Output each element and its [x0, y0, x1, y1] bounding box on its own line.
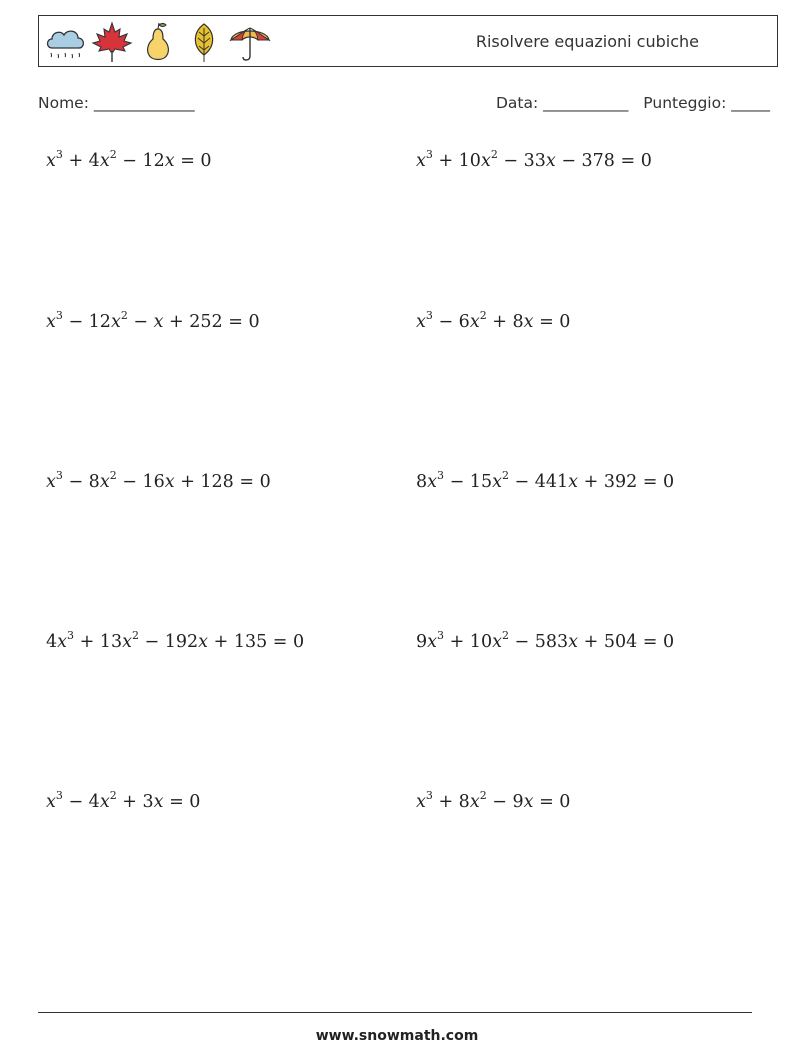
term-text: + 4	[62, 150, 100, 171]
exponent: 2	[490, 148, 498, 161]
problem-4	[416, 310, 570, 332]
variable: x	[469, 791, 480, 812]
term-text: − 33	[497, 150, 546, 171]
term-text: = 0	[174, 150, 212, 171]
term-text: − 441	[508, 471, 569, 492]
variable: x	[416, 311, 426, 332]
term-text: − 12	[116, 150, 165, 171]
term-text: + 8	[432, 791, 470, 812]
exponent: 2	[479, 309, 487, 322]
variable: x	[469, 311, 480, 332]
pear-icon	[135, 20, 181, 64]
exponent: 2	[120, 309, 128, 322]
exponent: 3	[425, 789, 433, 802]
variable: x	[416, 791, 426, 812]
problem-8	[416, 630, 674, 652]
variable: x	[523, 311, 534, 332]
term-text: + 10	[444, 631, 493, 652]
worksheet-title: Risolvere equazioni cubiche	[475, 32, 699, 51]
exponent: 2	[109, 148, 117, 161]
exponent: 3	[437, 469, 445, 482]
problem-1	[46, 149, 212, 171]
icon-strip	[43, 20, 273, 64]
problem-7	[46, 630, 304, 652]
variable: x	[46, 791, 56, 812]
name-field: Nome: _____________	[38, 94, 195, 112]
variable: x	[153, 791, 164, 812]
problem-5	[46, 470, 271, 492]
term-text: − 6	[432, 311, 470, 332]
exponent: 2	[109, 789, 117, 802]
variable: x	[99, 150, 110, 171]
problem-6	[416, 470, 674, 492]
variable: x	[46, 311, 56, 332]
term-text: − 378 = 0	[555, 150, 652, 171]
variable: x	[46, 150, 56, 171]
problem-9	[46, 790, 200, 812]
umbrella-icon	[227, 20, 273, 64]
exponent: 2	[501, 469, 509, 482]
variable: x	[523, 791, 534, 812]
variable: x	[110, 311, 121, 332]
rain-cloud-icon	[43, 20, 89, 64]
term-text: − 8	[62, 471, 100, 492]
variable: x	[164, 150, 175, 171]
problem-2	[416, 149, 652, 171]
score-field: Punteggio: _____	[643, 94, 770, 112]
variable: x	[480, 150, 491, 171]
term-text: 9	[416, 631, 428, 652]
term-text: + 8	[486, 311, 524, 332]
variable: x	[568, 471, 579, 492]
term-text: = 0	[533, 311, 571, 332]
term-text: + 10	[432, 150, 481, 171]
leaf-icon	[181, 20, 227, 64]
variable: x	[46, 471, 56, 492]
term-text: − 15	[444, 471, 493, 492]
variable: x	[427, 471, 438, 492]
exponent: 3	[55, 469, 63, 482]
variable: x	[492, 471, 502, 492]
term-text: −	[127, 311, 154, 332]
variable: x	[57, 631, 68, 652]
exponent: 3	[55, 309, 63, 322]
maple-leaf-icon	[89, 20, 135, 64]
exponent: 3	[67, 629, 75, 642]
variable: x	[545, 150, 556, 171]
problem-10	[416, 790, 570, 812]
exponent: 2	[479, 789, 487, 802]
variable: x	[427, 631, 438, 652]
term-text: = 0	[533, 791, 571, 812]
term-text: 8	[416, 471, 428, 492]
footer-url: www.snowmath.com	[315, 1028, 479, 1044]
term-text: + 3	[116, 791, 154, 812]
variable: x	[153, 311, 164, 332]
variable: x	[492, 631, 502, 652]
worksheet-header	[38, 15, 778, 67]
term-text: − 583	[508, 631, 569, 652]
variable: x	[164, 471, 175, 492]
term-text: + 252 = 0	[163, 311, 260, 332]
term-text: − 9	[486, 791, 524, 812]
variable: x	[416, 150, 426, 171]
term-text: = 0	[163, 791, 201, 812]
variable: x	[99, 471, 110, 492]
term-text: − 12	[62, 311, 111, 332]
footer-divider	[38, 1012, 752, 1013]
exponent: 3	[437, 629, 445, 642]
term-text: + 13	[74, 631, 123, 652]
term-text: 4	[46, 631, 58, 652]
term-text: + 392 = 0	[578, 471, 675, 492]
date-score-row	[496, 94, 770, 112]
problem-3	[46, 310, 260, 332]
exponent: 3	[425, 309, 433, 322]
exponent: 2	[131, 629, 139, 642]
exponent: 3	[55, 789, 63, 802]
exponent: 2	[501, 629, 509, 642]
variable: x	[99, 791, 110, 812]
exponent: 3	[425, 148, 433, 161]
term-text: − 192	[138, 631, 199, 652]
exponent: 3	[55, 148, 63, 161]
term-text: + 128 = 0	[174, 471, 271, 492]
variable: x	[198, 631, 209, 652]
term-text: + 135 = 0	[208, 631, 305, 652]
term-text: + 504 = 0	[578, 631, 675, 652]
date-field: Data: ___________	[495, 94, 629, 112]
variable: x	[568, 631, 579, 652]
variable: x	[122, 631, 132, 652]
term-text: − 4	[62, 791, 100, 812]
exponent: 2	[109, 469, 117, 482]
term-text: − 16	[116, 471, 165, 492]
